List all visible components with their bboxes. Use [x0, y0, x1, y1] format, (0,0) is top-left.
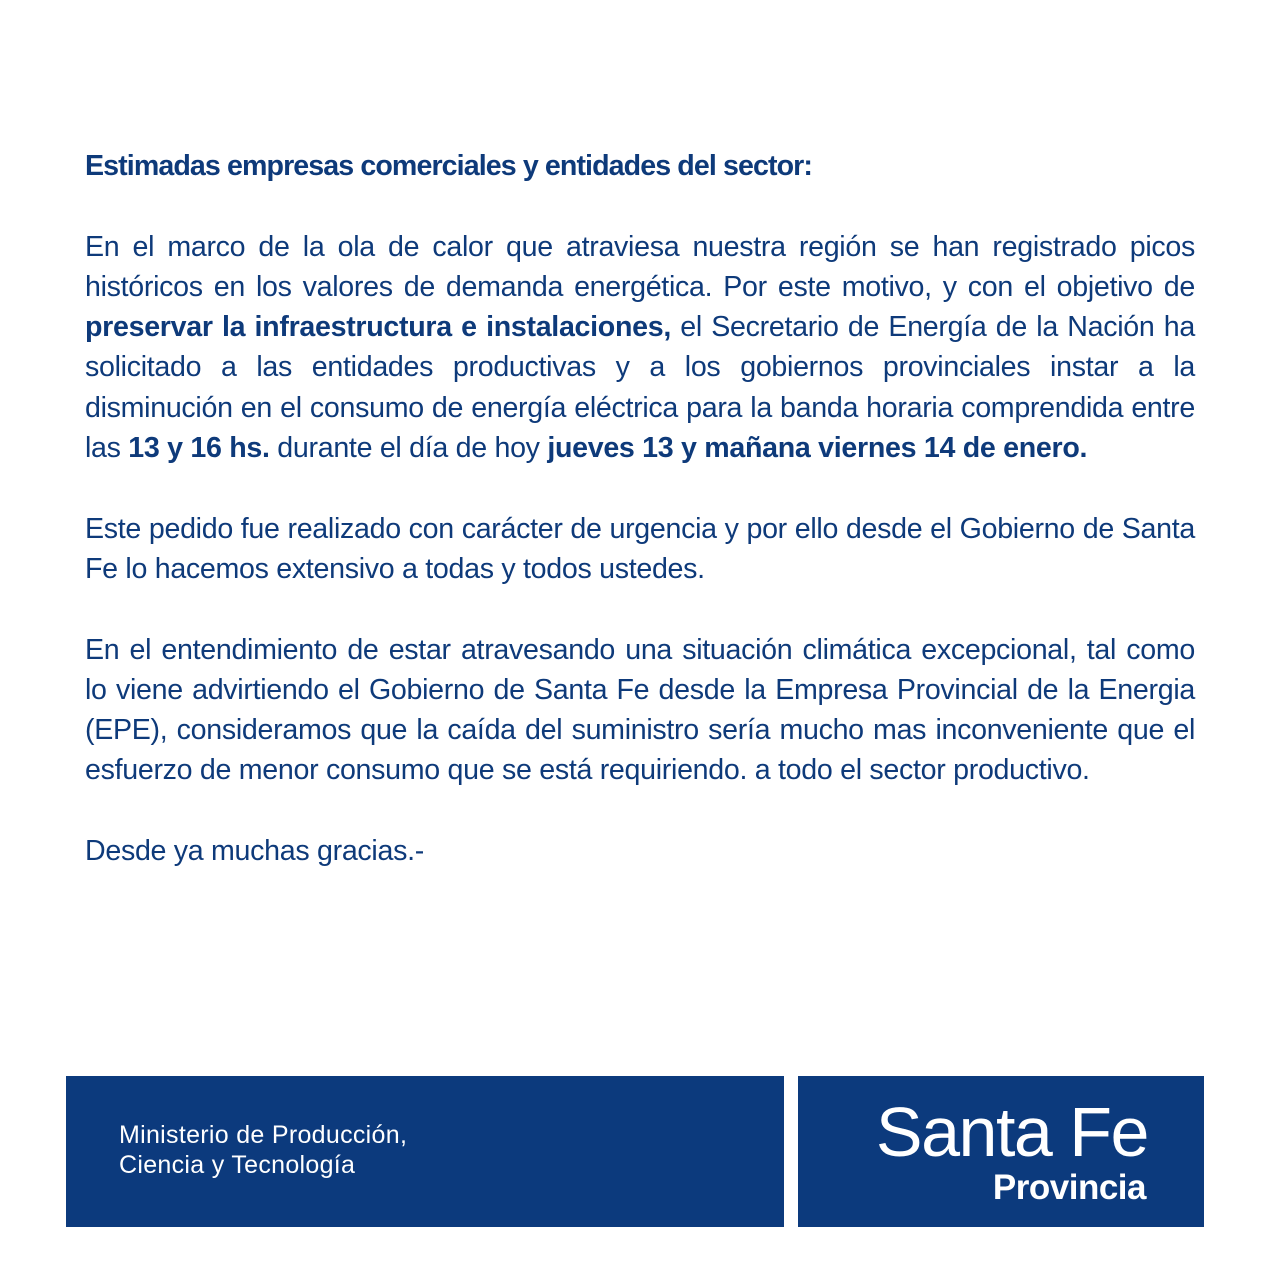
brand-subtitle: Provincia [992, 1168, 1146, 1207]
p1-text-c: el Secretario de Energía de la Nación ha solicitado a las entidades productivas y a los gobiernos provinciales instar a la disminución en el consumo de energía eléctrica para la banda horaria comprendida entre las [85, 311, 1195, 465]
ministry-line-1: Ministerio de Producción, [119, 1121, 408, 1149]
p1-emphasis-hours: 13 y 16 hs. [128, 432, 270, 465]
p1-emphasis-dates: jueves 13 y mañana viernes 14 de enero. [547, 432, 1088, 465]
brand-name: Santa Fe [875, 1093, 1148, 1171]
letter-greeting: Estimadas empresas comerciales y entidades del sector: [85, 150, 812, 182]
letter-body [85, 146, 1195, 912]
p1-text-a: En el marco de la ola de calor que atraviesa nuestra región se han registrado picos históricos en los valores de demanda energética. Por este motivo, y con el objetivo de [85, 230, 1195, 303]
letter-closing: Desde ya muchas gracias.- [85, 835, 424, 868]
letter-paragraph-2: Este pedido fue realizado con carácter de urgencia y por ello desde el Gobierno de Santa Fe lo hacemos extensivo a todas y todos ustedes. [85, 512, 1195, 585]
letter-paragraph-1 [85, 227, 1195, 469]
santa-fe-logo-banner [798, 1076, 1204, 1227]
ministry-name [119, 1120, 407, 1180]
p1-emphasis-preservar: preservar la infraestructura e instalaciones, [85, 311, 671, 344]
letter-paragraph-3: En el entendimiento de estar atravesando una situación climática excepcional, tal como lo viene advirtiendo el Gobierno de Santa Fe desde la Empresa Provincial de la Energia (EPE), consideramos que la caída del suministro sería mucho mas inconveniente que el esfuerzo de menor consumo que se está requiriendo. a todo el sector productivo. [85, 633, 1195, 787]
ministry-banner [66, 1076, 784, 1227]
p1-text-e: durante el día de hoy [269, 432, 548, 465]
ministry-line-2: Ciencia y Tecnología [119, 1151, 356, 1179]
